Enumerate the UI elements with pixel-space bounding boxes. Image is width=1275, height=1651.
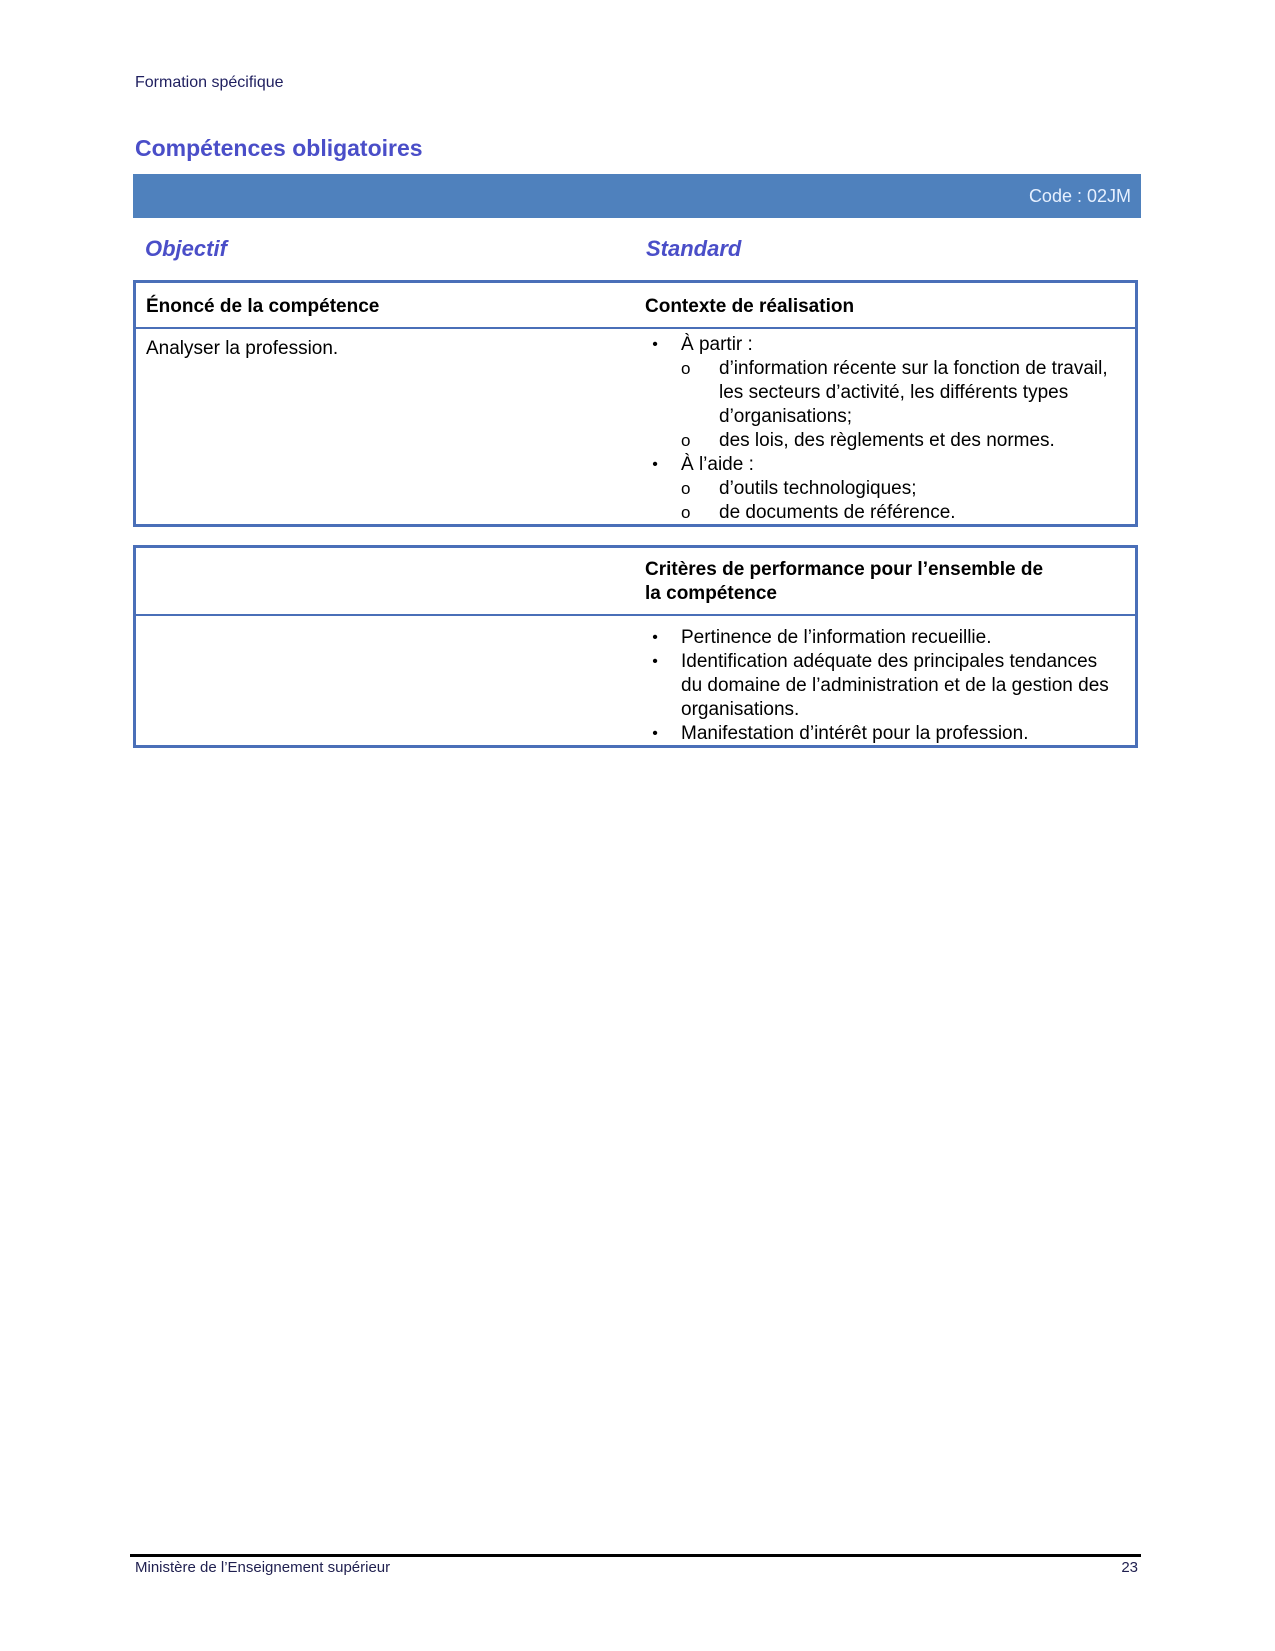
list-item-text: Manifestation d’intérêt pour la profession. [681, 723, 1029, 744]
contexte-heading: Contexte de réalisation [645, 296, 855, 317]
competence-table-header [136, 283, 1135, 329]
list-item-text: Identification adéquate des principales tendances du domaine de l’administration et de la gestion des organisations. [681, 651, 1109, 720]
list-item [645, 333, 1121, 453]
bullet-icon: • [652, 629, 658, 646]
sub-bullet-icon: o [681, 359, 691, 378]
list-item-text: d’information récente sur la fonction de travail, les secteurs d’activité, les différents types d’organisations; [719, 358, 1108, 427]
bullet-icon: • [652, 456, 658, 473]
list-item-text: de documents de référence. [719, 502, 956, 523]
bullet-icon: • [652, 336, 658, 353]
list-item [645, 722, 1121, 746]
competence-table [133, 280, 1138, 527]
footer-ministry: Ministère de l’Enseignement supérieur [135, 1559, 391, 1576]
list-item [645, 650, 1121, 722]
competence-statement: Analyser la profession. [146, 338, 339, 359]
list-item [645, 453, 1121, 525]
footer-rule [130, 1554, 1141, 1557]
enonce-heading: Énoncé de la compétence [146, 296, 380, 317]
contexte-list [645, 333, 1121, 525]
page-number: 23 [1121, 1559, 1138, 1576]
section-label: Formation spécifique [135, 74, 284, 91]
list-item-text: À l’aide : [681, 454, 754, 475]
list-item [681, 429, 1117, 453]
criteria-table [133, 545, 1138, 748]
list-item-text: des lois, des règlements et des normes. [719, 430, 1055, 451]
objectif-heading: Objectif [145, 236, 227, 261]
bullet-icon: • [652, 725, 658, 742]
list-item [681, 357, 1117, 429]
criteres-heading: Critères de performance pour l’ensemble de la compétence [645, 559, 1044, 604]
list-item-text: À partir : [681, 334, 753, 355]
list-item [645, 626, 1121, 650]
page-heading: Compétences obligatoires [135, 135, 423, 161]
list-item-text: d’outils technologiques; [719, 478, 917, 499]
criteria-table-header [136, 548, 1135, 616]
code-bar [133, 174, 1141, 218]
list-item-text: Pertinence de l’information recueillie. [681, 627, 992, 648]
standard-heading: Standard [646, 236, 742, 261]
sub-bullet-icon: o [681, 503, 691, 522]
sub-bullet-icon: o [681, 431, 691, 450]
list-item [681, 477, 1117, 501]
criteria-list [645, 626, 1121, 746]
sub-bullet-icon: o [681, 479, 691, 498]
competency-code: Code : 02JM [1028, 186, 1131, 206]
list-item [681, 501, 1117, 525]
bullet-icon: • [652, 653, 658, 670]
